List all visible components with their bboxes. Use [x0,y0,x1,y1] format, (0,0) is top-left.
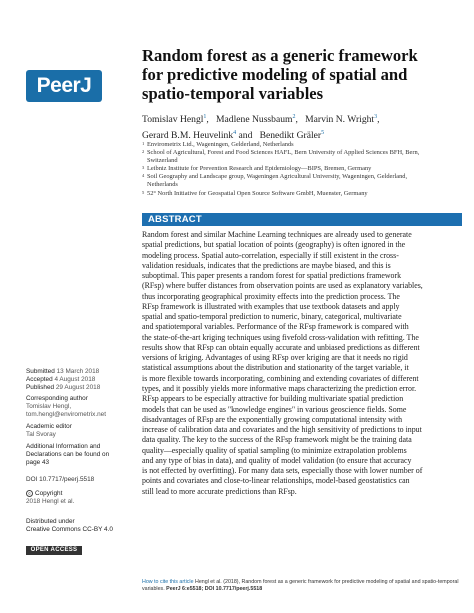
abstract-heading: ABSTRACT [142,213,462,226]
abstract-line: validation residuals, indicates that the predictions are maybe biased, and this is [142,260,391,270]
peerj-logo [26,70,102,102]
abstract-line: RFsp framework is illustrated with examples that use textbook datasets and apply [142,301,400,311]
logo-text: PeerJ [36,74,92,97]
author-name[interactable]: Gerard B.M. Heuvelink [142,129,234,141]
abstract-line: and any type of bias in data), and quality of model validation (to ensure that accuracy [142,455,412,465]
affiliation-ref[interactable]: 2 [292,114,296,120]
affiliation-ref[interactable]: 4 [233,129,237,136]
abstract-line: is more flexible towards incorporating, combining and extending covariates of different [142,373,419,383]
affiliation-item: 5 52° North Initiative for Geospatial Open Source Software GmbH, Muenster, Germany [142,189,368,197]
author-name[interactable]: Tomislav Hengl [142,114,204,126]
editor-label: Academic editor [26,423,72,430]
abstract-line: results show that RFsp can obtain equally accurate and unbiased predictions as different [142,342,420,352]
journal-reference[interactable]: PeerJ 6:e5518; DOI 10.7717/peerj.5518 [166,586,263,592]
abstract-line: (RFsp) where buffer distances from observation points are used as explanatory variables, [142,281,423,291]
abstract-line: versions of kriging. Advantages of using RFsp over kriging are that it needs no rigid [142,353,408,363]
submitted-row: Submitted 13 March 2018 [26,368,100,375]
affiliation-item: 3 Leibniz Institute for Prevention Research and Epidemiology—BIPS, Bremen, Germany [142,165,372,173]
corresponding-author [26,395,126,419]
abstract-line: spatial and spatio-temporal prediction to numeric, binary, categorical, multivariate [142,312,402,322]
author-list: Tomislav Hengl$^1$, Madlene Nussbaum$^2$, Marvin N. Wright$^3$, Gerard B.M. Heuvelink$^4$ and Benedikt Gräler$^5$ [142,114,380,141]
author-name[interactable]: Madlene Nussbaum [216,114,293,126]
affiliation-ref[interactable]: 1 [203,114,207,120]
title-line-1: Random forest as a generic framework [142,46,418,65]
title-line-2: for predictive modeling of spatial and [142,65,408,84]
abstract-line: and spatiotemporal variables. Performance of the RFsp framework is compared with [142,322,409,332]
copyright: © Copyright 2018 Hengl et al. [26,490,75,506]
academic-editor [26,423,126,439]
published-row: Published 29 August 2018 [26,384,101,391]
abstract-line: RFsp appears to be especially attractive for building multivariate spatial prediction [142,394,404,404]
abstract-line: Random forest and similar Machine Learning techniques are already used to generate [142,230,412,239]
author-name[interactable]: Marvin N. Wright [305,114,375,126]
article-doi[interactable]: DOI 10.7717/peerj.5518 [26,476,95,483]
abstract-line: is not effected by overfitting). For many data sets, especially those with lower number of [142,466,423,476]
editor-name: Tal Svoray [26,431,56,438]
abstract-line: the state-of-the-art kriging techniques using fivefold cross-validation with refitting. The [142,332,419,342]
abstract-line: disadvantages of RFsp are the exponentially growing computational intensity with [142,414,403,424]
abstract-line: still lead to more accurate predictions than RFsp. [142,486,297,496]
abstract-line: statistical assumptions about the distribution and stationarity of the target variable, it [142,363,409,373]
affiliation-ref[interactable]: 5 [321,129,325,136]
article-dates [26,368,126,392]
abstract-body [142,230,462,497]
corresponding-name: Tomislav Hengl, [26,403,72,410]
affiliation-item: 2 School of Agricultural, Forest and Food Sciences HAFL, Bern University of Applied Sciences BFH, Bern, Switzerland [142,149,420,165]
title-line-3: spatio-temporal variables [142,84,324,103]
citation-footer: How to cite this article Hengl et al. (2018), Random forest as a generic framework for predictive modeling of spatial and spatio-temporal variables. PeerJ 6:e5518; DOI 10.7717/peerj.5518 [142,579,459,592]
license: Distributed under Creative Commons CC-BY 4.0 [26,518,113,533]
abstract-line: models that can be used as "knowledge engines" in various geoscience fields. Some [142,404,407,414]
affiliation-item: 4 Soil Geography and Landscape group, Wageningen Agricultural University, Wageningen, Gelderland, Netherlands [142,173,408,189]
abstract-line: points and covariates and close-to-linear relationships, model-based geostatistics can [142,476,410,486]
corresponding-email[interactable]: tom.hengl@envirometrix.net [26,411,107,418]
abstract-line: suboptimal. This paper presents a random forest for spatial predictions framework [142,271,402,281]
abstract-line: modeling process. Spatial auto-correlation, especially if still existent in the cross- [142,250,399,260]
affiliation-list [142,141,460,198]
author-name[interactable]: Benedikt Gräler [259,129,322,141]
how-to-cite-link[interactable]: How to cite this article [142,579,194,585]
abstract-line: quality—especially quality of spatial sampling (to minimize extrapolation problems [142,445,407,455]
affiliation-item: 1 Envirometrix Ltd., Wageningen, Gelderland, Netherlands [142,141,294,148]
corresponding-label: Corresponding author [26,395,88,402]
affiliation-ref[interactable]: 3 [374,114,378,120]
abstract-line: types, and it possibly yields more informative maps characterizing the prediction error. [142,383,417,393]
article-title [142,46,462,103]
abstract-line: spatial predictions, but spatial location of points (geography) is often ignored in the [142,240,406,250]
copyright-icon: © [26,490,33,497]
accepted-row: Accepted 4 August 2018 [26,376,96,383]
abstract-line: thus incorporating geographical proximity effects into the prediction process. The [142,291,400,301]
abstract-line: data quality. The key to the success of the RFsp framework might be the training data [142,435,412,445]
open-access-badge: OPEN ACCESS [26,546,82,555]
abstract-line: increase of calibration data and covariates and the high sensitivity of predictions to input [142,425,422,435]
additional-info: Additional Information and Declarations can be found on page 43 [26,443,110,466]
